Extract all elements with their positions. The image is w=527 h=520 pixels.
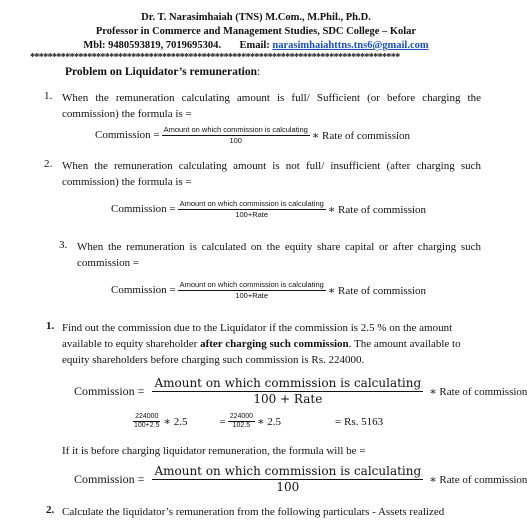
calc-numerator-2: 224000 <box>228 413 255 422</box>
header <box>0 11 512 53</box>
problem-1-text <box>62 320 481 368</box>
rule-1-formula <box>95 126 410 145</box>
problem-1-lhs: Commission = <box>74 384 145 399</box>
problem-1-numerator: Amount on which commission is calculating <box>154 376 422 390</box>
problem-1-text-a: Find out the commission due to the Liquidator if the commission is 2.5 % on the amount available to equity shareholder <box>62 322 453 350</box>
problem-1-fraction <box>152 377 423 406</box>
rule-1-text: When the remuneration calculating amount is full/ Sufficient (or before charging the commission) the formula is = <box>62 92 481 120</box>
rule-3-lhs: Commission = <box>111 284 176 297</box>
email-label: Email: <box>239 40 270 51</box>
rule-3-text: When the remuneration is calculated on the equity share capital or after charging such commission = <box>77 241 481 269</box>
problem-1-text-b: . The amount available to equity shareholders before charging such commission is Rs. 224000. <box>62 338 461 366</box>
separator-line: ************************************************************************************ <box>30 52 400 63</box>
problem-2-number: 2. <box>46 504 55 516</box>
rule-2-formula <box>111 200 426 219</box>
rule-3-formula <box>111 281 426 300</box>
problem-1-denominator-2: 100 <box>276 479 300 494</box>
rule-2-numerator: Amount on which commission is calculating <box>179 199 324 208</box>
rule-3-fraction <box>178 281 326 300</box>
rule-1-numerator: Amount on which commission is calculating <box>163 125 308 134</box>
rule-3-denominator: 100+Rate <box>235 290 269 300</box>
rule-2-fraction <box>178 200 326 219</box>
problem-1-numerator-2: Amount on which commission is calculating <box>154 464 422 478</box>
contact-line <box>0 39 512 53</box>
calc-equals: = <box>219 415 226 428</box>
calc-multiplier-2: ∗ 2.5 <box>257 416 282 429</box>
calc-fraction-1 <box>132 413 162 430</box>
rule-1-number: 1. <box>44 90 53 102</box>
rule-2-lhs: Commission = <box>111 203 176 216</box>
calc-result: = Rs. 5163 <box>335 415 384 428</box>
problem-1-rhs-2: ∗ Rate of commission <box>429 474 527 487</box>
rule-3-rhs: ∗ Rate of commission <box>327 284 427 297</box>
calc-denominator-2: 102.5 <box>232 422 251 430</box>
rule-1-denominator: 100 <box>229 135 242 145</box>
section-heading-colon: : <box>257 66 261 78</box>
problem-1-number: 1. <box>46 320 55 332</box>
calc-numerator-1: 224000 <box>133 413 160 422</box>
mobile-numbers: Mbl: 9480593819, 7019695304. <box>83 40 222 51</box>
author-name: Dr. T. Narasimhaiah (TNS) M.Com., M.Phil., Ph.D. <box>141 12 371 23</box>
rule-2-denominator: 100+Rate <box>235 209 269 219</box>
problem-1-text-bold: after charging such commission <box>200 338 349 350</box>
problem-1-formula-2 <box>74 465 527 494</box>
before-charging-text: If it is before charging liquidator remuneration, the formula will be = <box>62 445 366 457</box>
section-heading-text: Problem on Liquidator’s remuneration <box>65 66 257 78</box>
problem-1-lhs-2: Commission = <box>74 472 145 487</box>
author-designation: Professor in Commerce and Management Studies, SDC College – Kolar <box>95 26 417 37</box>
rule-1-lhs: Commission = <box>95 129 160 142</box>
problem-1-formula <box>74 377 527 406</box>
rule-1-rhs: ∗ Rate of commission <box>311 129 411 142</box>
problem-2-text: Calculate the liquidator’s remuneration from the following particulars - Assets realized <box>62 506 445 518</box>
problem-1-calculation <box>130 413 383 430</box>
rule-2-text: When the remuneration calculating amount is not full/ insufficient (after charging such commission) the formula is = <box>62 160 481 188</box>
email-link[interactable]: narasimhaiahttns.tns6@gmail.com <box>272 40 429 51</box>
rule-1-fraction <box>162 126 310 145</box>
rule-3-number: 3. <box>59 239 68 251</box>
calc-fraction-2 <box>228 413 255 430</box>
calc-multiplier-1: ∗ 2.5 <box>163 416 188 429</box>
problem-1-fraction-2 <box>152 465 423 494</box>
rule-2-rhs: ∗ Rate of commission <box>327 203 427 216</box>
calc-denominator-1: 100+2.5 <box>134 422 160 430</box>
problem-1-rhs: ∗ Rate of commission <box>429 386 527 399</box>
rule-2-number: 2. <box>44 158 53 170</box>
rule-3-numerator: Amount on which commission is calculating <box>179 280 324 289</box>
section-heading <box>65 66 260 78</box>
problem-1-denominator: 100 + Rate <box>253 391 323 406</box>
